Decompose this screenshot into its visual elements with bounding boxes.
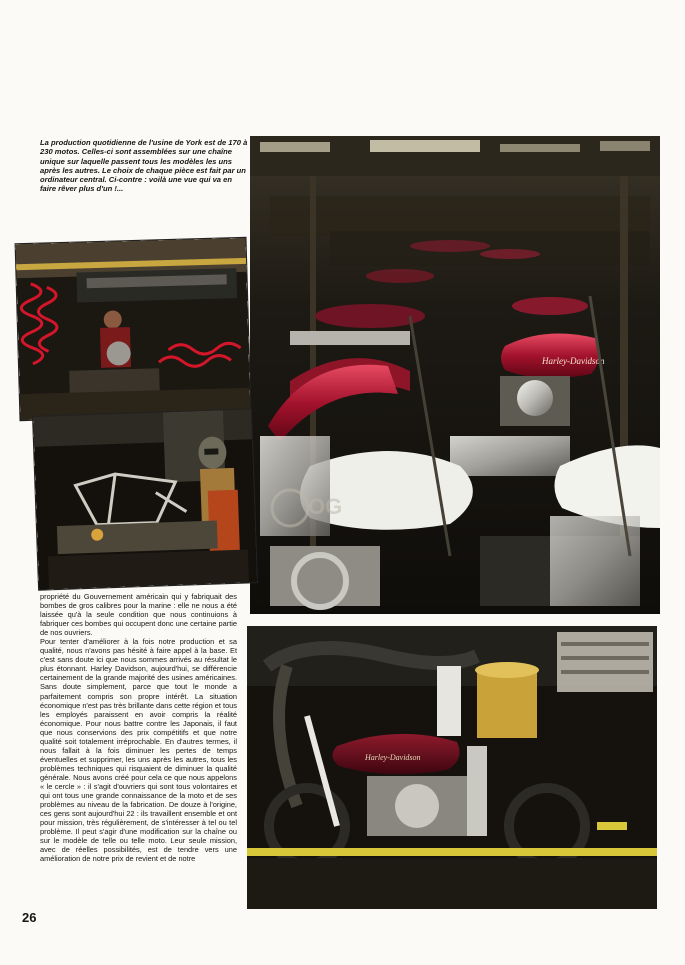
tank-logo-text: Harley-Davidson — [542, 356, 605, 366]
worker-hoses-photo — [16, 238, 251, 420]
welder-photo — [33, 409, 257, 590]
bottom-tank-logo-text: Harley-Davidson — [365, 753, 421, 762]
bike-frame-photo — [247, 626, 657, 909]
bike-frame-illustration — [247, 626, 657, 909]
watermark-logo — [268, 478, 354, 540]
assembly-line-illustration — [250, 136, 660, 614]
article-paragraph: propriété du Gouvernement américain qui y fabriquait des bombes de gros calibres pour la marine : elle ne nous a été laissée qu'à la seule condition que nous continuions à fabriquer ces bombes qui occupent donc une certaine partie de nos ouvriers. — [40, 592, 237, 638]
worker-hoses-illustration — [16, 238, 251, 420]
article-body — [40, 592, 237, 863]
assembly-line-photo — [250, 136, 660, 614]
article-paragraph: Pour tenter d'améliorer à la fois notre production et sa qualité, nous n'avons pas hésité à faire appel à la base. Et c'est sans doute ici que nous sommes arrivés au résultat le plus étonnant. Harley Davidson, aujourd'hui, se différencie certainement de la grande majorité des usines américaines. Sans doute simplement, parce que tout le monde a parfaitement compris son propre intérêt. La situation économique n'est pas très brillante dans cette région et tous les employés paraissent en avoir compris la réalité économique. Pour nous battre contre les Japonais, il faut que nous conservions des prix compétitifs et que notre qualité soit totalement irréprochable. En d'autres termes, il nous fallait à la fois diminuer les pertes de temps éventuelles et supprimer, les uns après les autres, tous les problèmes techniques qui risquaient de diminuer la qualité générale. Nous avons créé pour cela ce que nous appelons « le cercle » : il s'agit d'ouvriers qui sont tous volontaires et qui ont tous une grande connaissance de la moto et de ses problèmes au niveau de la fabrication. De douze à l'origine, ces gens sont aujourd'hui 22 : ils travaillent ensemble et ont pour mission, très régulièrement, de s'intéresser à tel ou tel problème. Il peut s'agir d'une modification sur la chaîne ou sur le modèle de telle ou telle moto. Leur seule mission, avec de réelles possibilités, est de tendre vers une amélioration de notre prix de revient et de notre — [40, 637, 237, 864]
page-number: 26 — [22, 910, 37, 925]
photo-caption: La production quotidienne de l'usine de York est de 170 à 230 motos. Celles-ci sont assemblées sur une chaîne unique sur laquelle passent tous les modèles les uns après les autres. Le choix de chaque pièce est fait par un ordinateur central. Ci-contre : voilà une vue qui va en faire rêver plus d'un !... — [40, 138, 248, 194]
watermark-text: OG — [308, 494, 343, 519]
welder-illustration — [33, 409, 257, 590]
